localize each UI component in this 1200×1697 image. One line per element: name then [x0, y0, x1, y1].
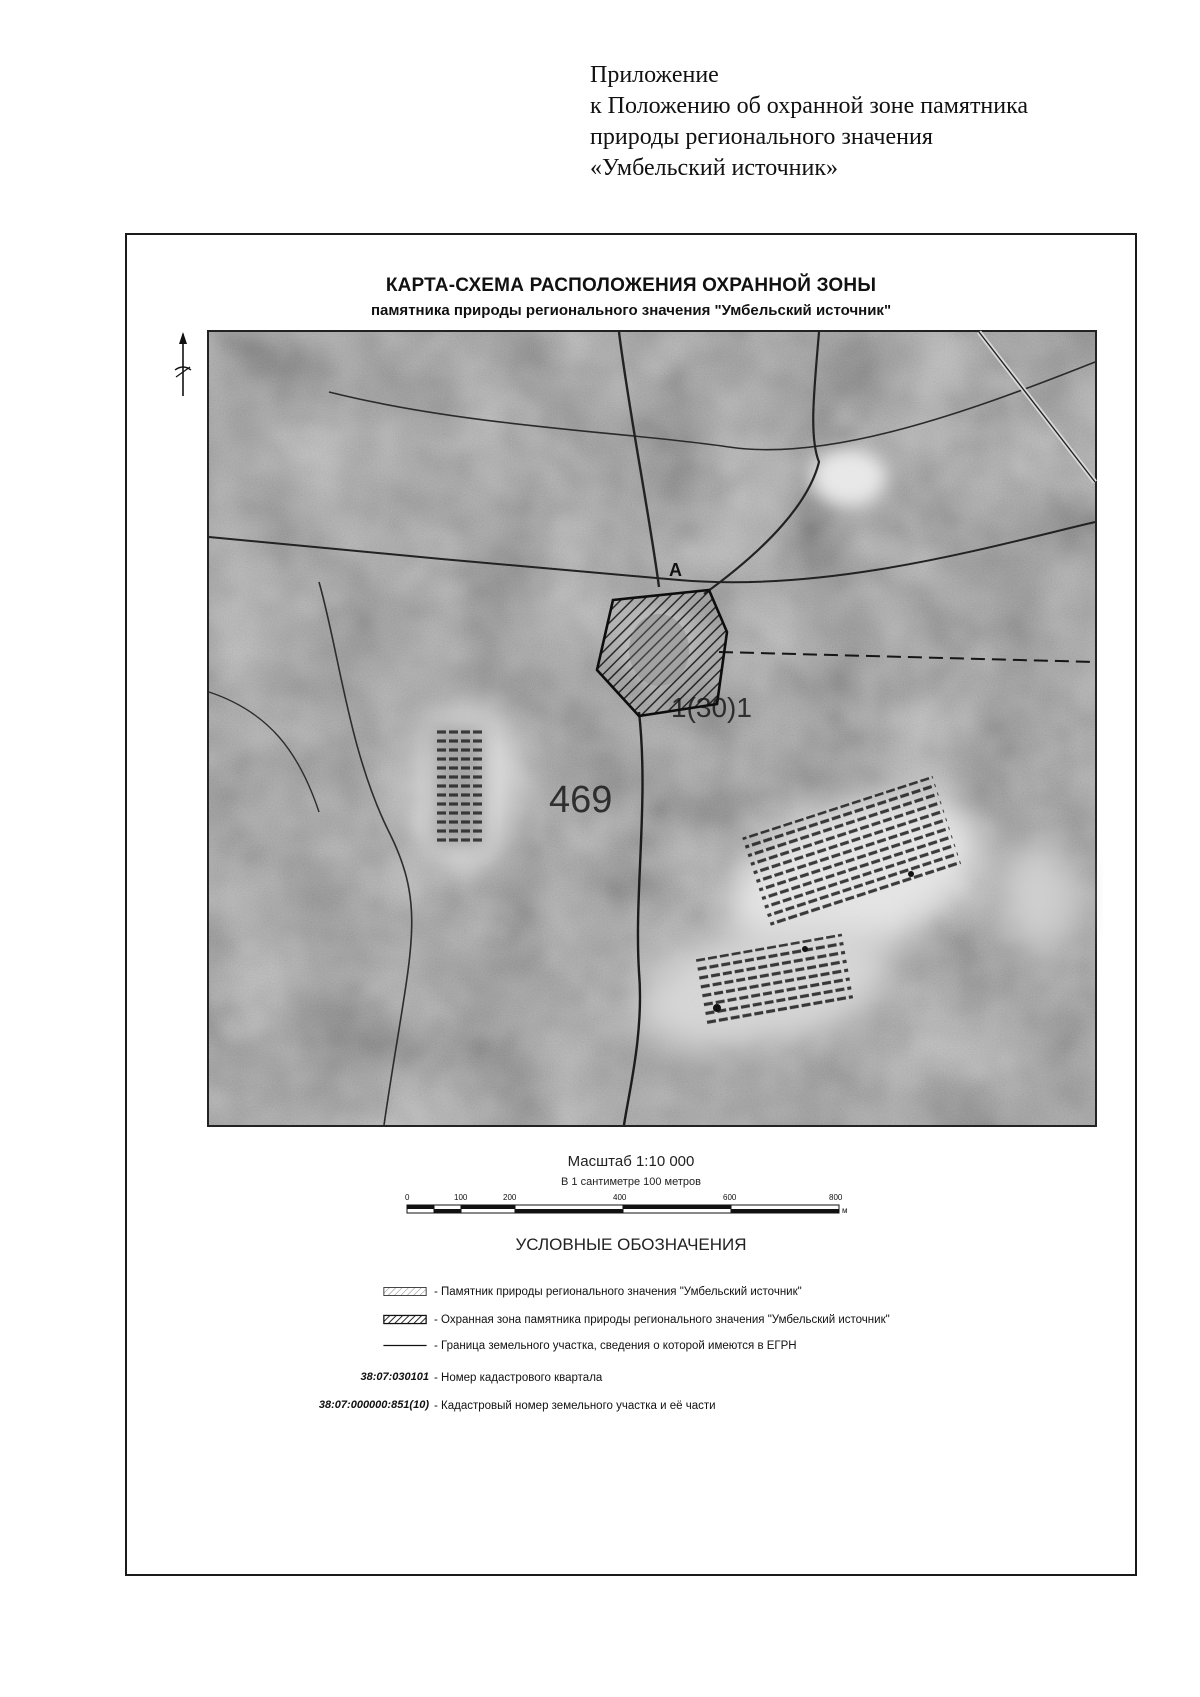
- legend-item-cadastral-number: [127, 1397, 1135, 1419]
- scale-label: Масштаб 1:10 000: [567, 1153, 695, 1170]
- scale-tick-600: 600: [723, 1193, 737, 1202]
- monument-hatch-icon: [381, 1285, 429, 1301]
- scale-tick-400: 400: [613, 1193, 627, 1202]
- boundary-line-icon: [381, 1339, 429, 1355]
- legend-symbol-quarter: 38:07:030101: [360, 1371, 429, 1383]
- north-arrow-icon: [163, 330, 203, 400]
- scale-unit: м: [842, 1206, 848, 1215]
- scale-subtitle: В 1 сантиметре 100 метров: [561, 1176, 701, 1188]
- map-sheet: [125, 233, 1137, 1576]
- plot-label: 1(30)1: [671, 692, 752, 723]
- scale-tick-800: 800: [829, 1193, 843, 1202]
- scale-block: [127, 1153, 1135, 1188]
- protected-zone-hatch-icon: [381, 1313, 429, 1329]
- map-title: [127, 275, 1135, 319]
- scale-bar: [405, 1191, 848, 1225]
- legend-item-boundary: [127, 1337, 1135, 1359]
- legend-item-monument: [127, 1283, 1135, 1305]
- quarter-label: 469: [549, 779, 613, 821]
- map-title-line-1: КАРТА-СХЕМА РАСПОЛОЖЕНИЯ ОХРАННОЙ ЗОНЫ: [385, 275, 877, 296]
- legend-item-protected-zone: [127, 1311, 1135, 1333]
- scale-tick-0: 0: [405, 1193, 410, 1202]
- legend-text-cadastral: - Кадастровый номер земельного участка и её части: [434, 1400, 716, 1412]
- legend-title: УСЛОВНЫЕ ОБОЗНАЧЕНИЯ: [515, 1235, 747, 1254]
- annex-header: [590, 60, 1150, 184]
- annex-line-4: «Умбельский источник»: [590, 155, 839, 181]
- annex-line-1: Приложение: [590, 62, 719, 88]
- annex-line-2: к Положению об охранной зоне памятника: [590, 93, 1029, 119]
- legend-item-quarter-number: [127, 1369, 1135, 1391]
- map-image[interactable]: [207, 330, 1097, 1127]
- legend-symbol-cadastral: 38:07:000000:851(10): [318, 1399, 429, 1411]
- annex-line-3: природы регионального значения: [590, 124, 933, 150]
- legend-text-protected-zone: - Охранная зона памятника природы регионального значения "Умбельский источник": [434, 1314, 890, 1326]
- map-title-line-2: памятника природы регионального значения "Умбельский источник": [370, 302, 892, 319]
- legend-text-quarter: - Номер кадастрового квартала: [434, 1372, 603, 1384]
- svg-text:A: A: [669, 560, 682, 580]
- legend-text-boundary: - Граница земельного участка, сведения о которой имеются в ЕГРН: [434, 1340, 797, 1352]
- scale-tick-100: 100: [454, 1193, 468, 1202]
- legend-text-monument: - Памятник природы регионального значения "Умбельский источник": [434, 1286, 802, 1298]
- scale-tick-200: 200: [503, 1193, 517, 1202]
